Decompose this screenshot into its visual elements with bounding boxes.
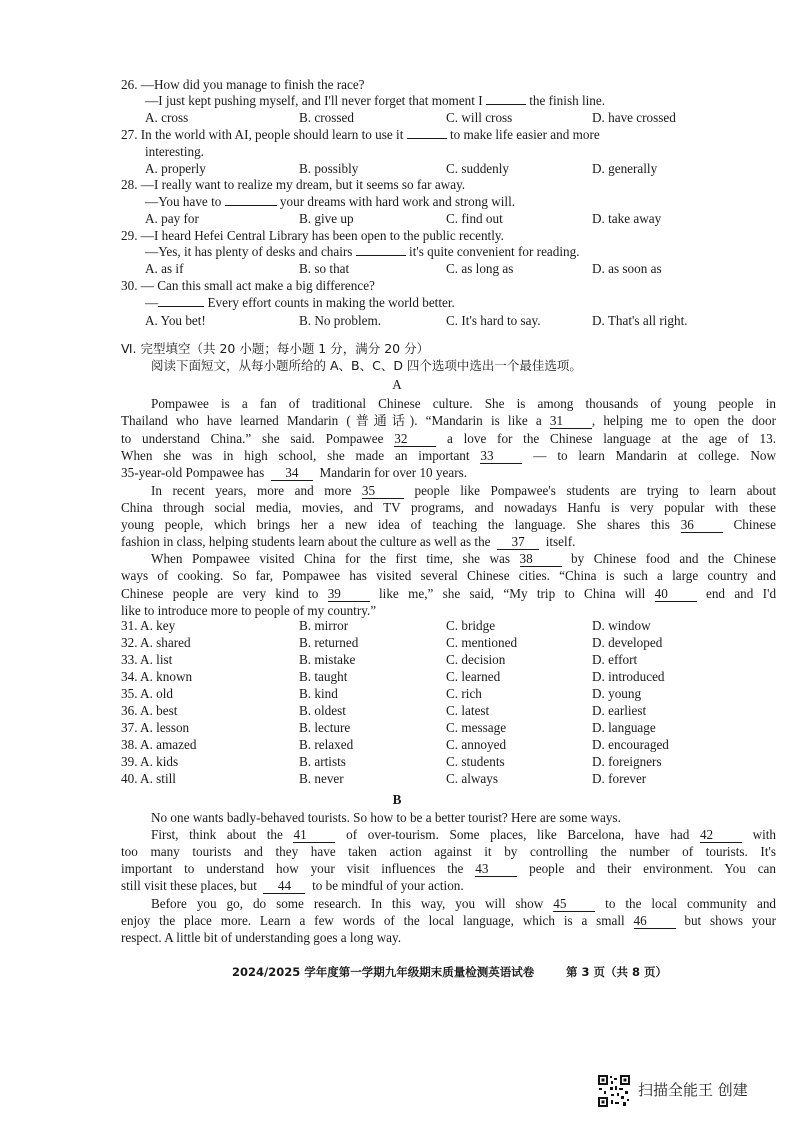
cloze-blank[interactable]: 31 <box>550 414 592 429</box>
question-26: 26. —How did you manage to finish the race? <box>121 77 365 92</box>
option: C. rich <box>446 686 482 701</box>
option: C. students <box>446 754 505 769</box>
option: C. It's hard to say. <box>446 313 541 328</box>
passage-line: too many tourists and they have taken action against it by controlling the number of tourists. It's <box>121 844 776 859</box>
passage-line: Before you go, do some research. In this way, you will show 45 to the local community and <box>151 896 776 911</box>
qr-code-icon <box>597 1074 631 1108</box>
option: B. taught <box>299 669 348 684</box>
passage-a-label: A <box>392 377 402 392</box>
footer-page-number: 第 3 页（共 8 页） <box>566 965 668 979</box>
cloze-blank[interactable]: 38 <box>520 552 562 567</box>
question-30: 30. — Can this small act make a big difference? <box>121 278 375 293</box>
cloze-blank[interactable]: 42 <box>700 828 742 843</box>
option: B. give up <box>299 211 354 226</box>
passage-line: like to introduce more to people of my country.” <box>121 603 377 618</box>
passage-line: important to understand how your visit influences the 43 people and their environment. You can <box>121 861 776 876</box>
question-28: 28. —I really want to realize my dream, but it seems so far away. <box>121 177 466 192</box>
question-30-answer-line: — Every effort counts in making the world better. <box>145 295 455 310</box>
question-text: interesting. <box>145 144 204 159</box>
option: C. will cross <box>446 110 513 125</box>
option: A. properly <box>145 161 206 176</box>
option: D. window <box>592 618 651 633</box>
option: B. relaxed <box>299 737 354 752</box>
option: B. No problem. <box>299 313 382 328</box>
option: B. so that <box>299 261 350 276</box>
option: D. foreigners <box>592 754 662 769</box>
passage-line: Thailand who have learned Mandarin (普通话). “Mandarin is like a 31 , helping me to open the door <box>121 413 776 428</box>
question-26-answer-line: —I just kept pushing myself, and I'll never forget that moment I the finish line. <box>145 93 606 108</box>
option: B. oldest <box>299 703 346 718</box>
option: D. That's all right. <box>592 313 688 328</box>
option: C. find out <box>446 211 503 226</box>
cloze-blank[interactable]: 32 <box>394 432 436 447</box>
passage-line: Pompawee is a fan of traditional Chinese culture. She is among thousands of young people in <box>151 396 776 411</box>
question-29-answer-line: —Yes, it has plenty of desks and chairs it's quite convenient for reading. <box>145 244 580 259</box>
option: B. lecture <box>299 720 351 735</box>
footer-title: 2024/2025 学年度第一学期九年级期末质量检测英语试卷 <box>232 965 535 979</box>
answer-blank[interactable] <box>356 243 406 256</box>
option: C. latest <box>446 703 490 718</box>
option: D. have crossed <box>592 110 676 125</box>
option-row-lead: 31. A. key <box>121 618 176 633</box>
answer-blank[interactable] <box>158 294 204 307</box>
option: C. decision <box>446 652 506 667</box>
option-row-lead: 36. A. best <box>121 703 178 718</box>
option: B. possibly <box>299 161 359 176</box>
passage-line: still visit these places, but 44 to be mindful of your action. <box>121 878 464 893</box>
option: B. mirror <box>299 618 349 633</box>
option: D. young <box>592 686 642 701</box>
cloze-blank[interactable]: 33 <box>480 449 522 464</box>
cloze-blank[interactable]: 41 <box>293 828 335 843</box>
option: C. message <box>446 720 507 735</box>
option: D. introduced <box>592 669 665 684</box>
option: D. take away <box>592 211 662 226</box>
option: D. encouraged <box>592 737 669 752</box>
cloze-blank[interactable]: 36 <box>681 518 723 533</box>
answer-blank[interactable] <box>407 126 447 139</box>
option: A. You bet! <box>145 313 206 328</box>
option: A. as if <box>145 261 184 276</box>
cloze-blank[interactable]: 34 <box>271 466 313 481</box>
passage-line: First, think about the 41 of over-tourism. Some places, like Barcelona, have had 42 with <box>151 827 776 842</box>
option: C. suddenly <box>446 161 510 176</box>
question-29: 29. —I heard Hefei Central Library has been open to the public recently. <box>121 228 504 243</box>
passage-line: fashion in class, helping students learn about the culture as well as the 37 itself. <box>121 534 576 549</box>
option-row-lead: 39. A. kids <box>121 754 179 769</box>
option-row-lead: 38. A. amazed <box>121 737 197 752</box>
option-row-lead: 40. A. still <box>121 771 176 786</box>
passage-line: enjoy the place more. Learn a few words of the local language, which is a small 46 but shows your <box>121 913 776 928</box>
cloze-blank[interactable]: 45 <box>553 897 595 912</box>
section-heading: Ⅵ. 完型填空（共 20 小题；每小题 1 分，满分 20 分） <box>121 341 430 356</box>
option: A. pay for <box>145 211 199 226</box>
option: B. kind <box>299 686 338 701</box>
passage-line: No one wants badly-behaved tourists. So how to be a better tourist? Here are some ways. <box>151 810 621 825</box>
cloze-blank[interactable]: 40 <box>655 587 697 602</box>
option: D. generally <box>592 161 658 176</box>
option: B. mistake <box>299 652 356 667</box>
option: C. as long as <box>446 261 514 276</box>
cloze-blank[interactable]: 35 <box>362 484 404 499</box>
option: C. learned <box>446 669 501 684</box>
option: A. cross <box>145 110 189 125</box>
passage-line: ways of cooking. So far, Pompawee has visited several Chinese cities. “China is such a large country and <box>121 568 776 583</box>
option: D. earliest <box>592 703 647 718</box>
passage-line: China through social media, movies, and TV programs, and nowadays Hanfu is very popular with these <box>121 500 776 515</box>
option: D. forever <box>592 771 647 786</box>
cloze-blank[interactable]: 46 <box>634 914 676 929</box>
answer-blank[interactable] <box>486 92 526 105</box>
passage-line: In recent years, more and more 35 people like Pompawee's students are trying to learn about <box>151 483 776 498</box>
question-27: 27. In the world with AI, people should learn to use it to make life easier and more <box>121 127 600 142</box>
passage-line: young people, which brings her a new idea of teaching the language. She shares this 36 Chinese <box>121 517 776 532</box>
option: C. always <box>446 771 499 786</box>
option: B. artists <box>299 754 346 769</box>
option: C. annoyed <box>446 737 507 752</box>
option: B. crossed <box>299 110 354 125</box>
passage-b-label: B <box>392 792 402 807</box>
option-row-lead: 37. A. lesson <box>121 720 190 735</box>
option: B. returned <box>299 635 359 650</box>
option: D. developed <box>592 635 663 650</box>
option: C. bridge <box>446 618 496 633</box>
passage-line: Chinese people are very kind to 39 like me,” she said, “My trip to China will 40 end and I'd <box>121 586 776 601</box>
passage-line: respect. A little bit of understanding goes a long way. <box>121 930 402 945</box>
cloze-blank[interactable]: 37 <box>497 535 539 550</box>
option-row-lead: 34. A. known <box>121 669 193 684</box>
cloze-blank[interactable]: 44 <box>263 879 305 894</box>
option: B. never <box>299 771 344 786</box>
passage-line: When Pompawee visited China for the first time, she was 38 by Chinese food and the Chinese <box>151 551 776 566</box>
section-instruction: 阅读下面短文，从每小题所给的 A、B、C、D 四个选项中选出一个最佳选项。 <box>151 358 582 373</box>
option-row-lead: 33. A. list <box>121 652 173 667</box>
passage-line: 35-year-old Pompawee has 34 Mandarin for over 10 years. <box>121 465 468 480</box>
option-row-lead: 35. A. old <box>121 686 174 701</box>
option-row-lead: 32. A. shared <box>121 635 191 650</box>
passage-line: When she was in high school, she made an important 33 — to learn Mandarin at college. Now <box>121 448 776 463</box>
cloze-blank[interactable]: 39 <box>328 587 370 602</box>
answer-blank[interactable] <box>225 193 277 206</box>
option: D. effort <box>592 652 638 667</box>
question-28-answer-line: —You have to your dreams with hard work and strong will. <box>145 194 516 209</box>
option: D. as soon as <box>592 261 662 276</box>
scanner-watermark: 扫描全能王 创建 <box>638 1081 748 1099</box>
cloze-blank[interactable]: 43 <box>475 862 517 877</box>
option: D. language <box>592 720 656 735</box>
passage-line: to understand China.” she said. Pompawee 32 a love for the Chinese language at the age of 13. <box>121 431 776 446</box>
option: C. mentioned <box>446 635 518 650</box>
